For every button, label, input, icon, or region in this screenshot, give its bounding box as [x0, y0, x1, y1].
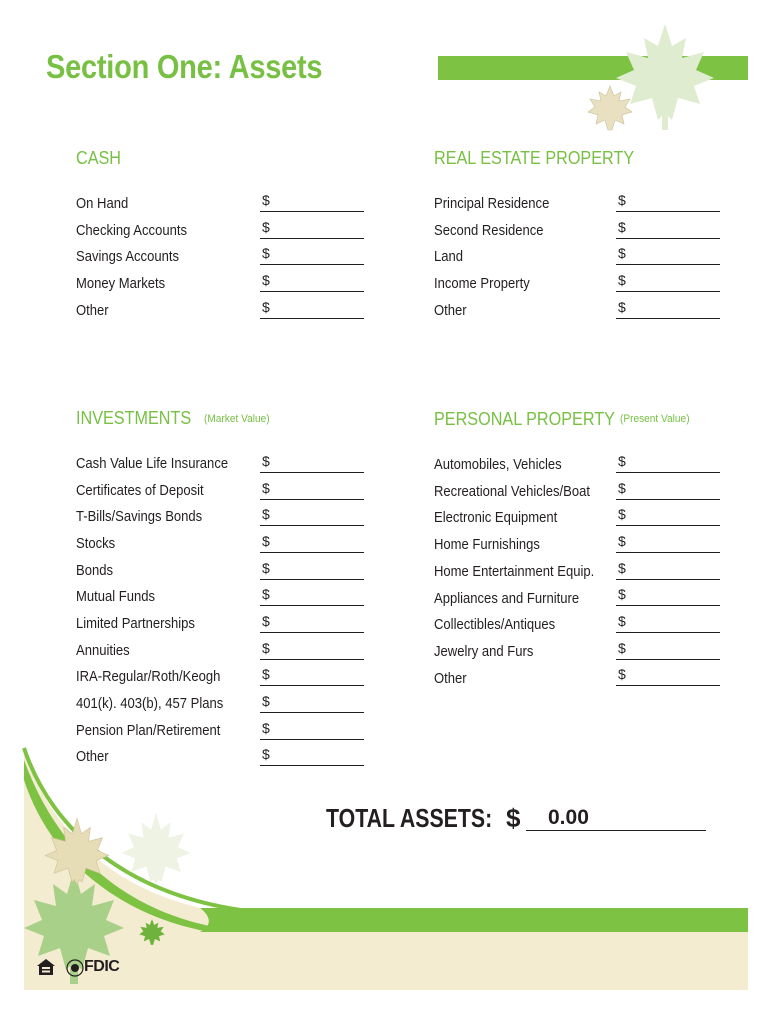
dollar-sign: $: [262, 299, 270, 315]
dollar-sign: $: [618, 533, 626, 549]
real-estate-heading: REAL ESTATE PROPERTY: [434, 148, 635, 168]
cash-amount-field[interactable]: [260, 274, 364, 292]
dollar-sign: $: [618, 506, 626, 522]
dollar-sign: $: [262, 640, 270, 656]
investments-row-label: Pension Plan/Retirement: [76, 723, 221, 739]
investments-amount-field[interactable]: [260, 615, 364, 633]
personal-property-row-label: Collectibles/Antiques: [434, 617, 556, 633]
investments-amount-field[interactable]: [260, 482, 364, 500]
dollar-sign: $: [262, 586, 270, 602]
dollar-sign: $: [262, 480, 270, 496]
real-estate-amount-field[interactable]: [616, 301, 720, 319]
dollar-sign: $: [618, 272, 626, 288]
investments-row-label: Stocks: [76, 536, 116, 552]
personal-property-note: (Present Value): [620, 413, 690, 425]
cash-row-label: On Hand: [76, 196, 129, 212]
equal-housing-lender-icon: [36, 958, 56, 978]
investments-heading: INVESTMENTS: [76, 408, 192, 428]
investments-row-label: Other: [76, 749, 109, 765]
investments-amount-field[interactable]: [260, 562, 364, 580]
dollar-sign: $: [618, 640, 626, 656]
cash-amount-field[interactable]: [260, 301, 364, 319]
investments-amount-field[interactable]: [260, 455, 364, 473]
dollar-sign: $: [618, 453, 626, 469]
personal-property-row-label: Home Entertainment Equip.: [434, 564, 595, 580]
personal-property-amount-field[interactable]: [616, 455, 720, 473]
dollar-sign: $: [262, 453, 270, 469]
dollar-sign: $: [262, 245, 270, 261]
dollar-sign: $: [262, 613, 270, 629]
personal-property-amount-field[interactable]: [616, 535, 720, 553]
dollar-sign: $: [618, 245, 626, 261]
personal-property-amount-field[interactable]: [616, 508, 720, 526]
investments-note: (Market Value): [204, 413, 270, 425]
dollar-sign: $: [618, 560, 626, 576]
investments-amount-field[interactable]: [260, 722, 364, 740]
dollar-sign: $: [262, 720, 270, 736]
real-estate-amount-field[interactable]: [616, 194, 720, 212]
real-estate-amount-field[interactable]: [616, 274, 720, 292]
cash-amount-field[interactable]: [260, 247, 364, 265]
page-title: Section One: Assets: [46, 48, 323, 85]
cash-row-label: Money Markets: [76, 276, 166, 292]
personal-property-row-label: Home Furnishings: [434, 537, 540, 553]
personal-property-amount-field[interactable]: [616, 615, 720, 633]
personal-property-row-label: Appliances and Furniture: [434, 591, 580, 607]
investments-row-label: Limited Partnerships: [76, 616, 195, 632]
investments-row-label: IRA-Regular/Roth/Keogh: [76, 669, 221, 685]
investments-row-label: Annuities: [76, 643, 130, 659]
dollar-sign: $: [618, 480, 626, 496]
cash-heading: CASH: [76, 148, 122, 168]
personal-property-row-label: Electronic Equipment: [434, 510, 558, 526]
real-estate-row-label: Principal Residence: [434, 196, 550, 212]
dollar-sign: $: [262, 693, 270, 709]
dollar-sign: $: [618, 586, 626, 602]
dollar-sign: $: [618, 192, 626, 208]
real-estate-row-label: Income Property: [434, 276, 530, 292]
total-dollar-sign: $: [506, 803, 521, 833]
personal-property-row-label: Other: [434, 671, 467, 687]
personal-property-row-label: Recreational Vehicles/Boat: [434, 484, 590, 500]
investments-amount-field[interactable]: [260, 668, 364, 686]
personal-property-row-label: Automobiles, Vehicles: [434, 457, 562, 473]
investments-amount-field[interactable]: [260, 588, 364, 606]
investments-row-label: Mutual Funds: [76, 589, 156, 605]
cash-row-label: Other: [76, 303, 109, 319]
investments-row-label: Bonds: [76, 563, 114, 579]
total-assets-label: TOTAL ASSETS:: [326, 803, 493, 833]
personal-property-row-label: Jewelry and Furs: [434, 644, 534, 660]
dollar-sign: $: [262, 272, 270, 288]
investments-amount-field[interactable]: [260, 508, 364, 526]
investments-row-label: Certificates of Deposit: [76, 483, 204, 499]
investments-amount-field[interactable]: [260, 642, 364, 660]
cash-amount-field[interactable]: [260, 194, 364, 212]
total-assets-value: 0.00: [548, 806, 589, 829]
cash-row-label: Checking Accounts: [76, 223, 187, 239]
dollar-sign: $: [262, 506, 270, 522]
investments-amount-field[interactable]: [260, 535, 364, 553]
dollar-sign: $: [618, 666, 626, 682]
personal-property-heading: PERSONAL PROPERTY: [434, 409, 615, 429]
footer-leaf-pale-icon: [118, 810, 194, 886]
fdic-logo-text: FDIC: [84, 958, 120, 975]
dollar-sign: $: [262, 560, 270, 576]
dollar-sign: $: [262, 746, 270, 762]
personal-property-amount-field[interactable]: [616, 562, 720, 580]
footer-leaf-small-icon: [138, 918, 166, 946]
real-estate-row-label: Land: [434, 249, 464, 265]
personal-property-amount-field[interactable]: [616, 588, 720, 606]
investments-row-label: T-Bills/Savings Bonds: [76, 509, 203, 525]
dollar-sign: $: [262, 219, 270, 235]
personal-property-amount-field[interactable]: [616, 482, 720, 500]
footer-leaf-tan-icon: [42, 816, 112, 886]
real-estate-row-label: Second Residence: [434, 223, 544, 239]
personal-property-amount-field[interactable]: [616, 642, 720, 660]
investments-row-label: 401(k). 403(b), 457 Plans: [76, 696, 224, 712]
dollar-sign: $: [618, 299, 626, 315]
investments-amount-field[interactable]: [260, 695, 364, 713]
dollar-sign: $: [262, 192, 270, 208]
dollar-sign: $: [618, 613, 626, 629]
cash-amount-field[interactable]: [260, 221, 364, 239]
cash-row-label: Savings Accounts: [76, 249, 180, 265]
maple-leaf-small-icon: [586, 84, 634, 132]
investments-row-label: Cash Value Life Insurance: [76, 456, 229, 472]
real-estate-row-label: Other: [434, 303, 467, 319]
dollar-sign: $: [618, 219, 626, 235]
real-estate-amount-field[interactable]: [616, 247, 720, 265]
dollar-sign: $: [262, 533, 270, 549]
real-estate-amount-field[interactable]: [616, 221, 720, 239]
personal-property-amount-field[interactable]: [616, 668, 720, 686]
dollar-sign: $: [262, 666, 270, 682]
